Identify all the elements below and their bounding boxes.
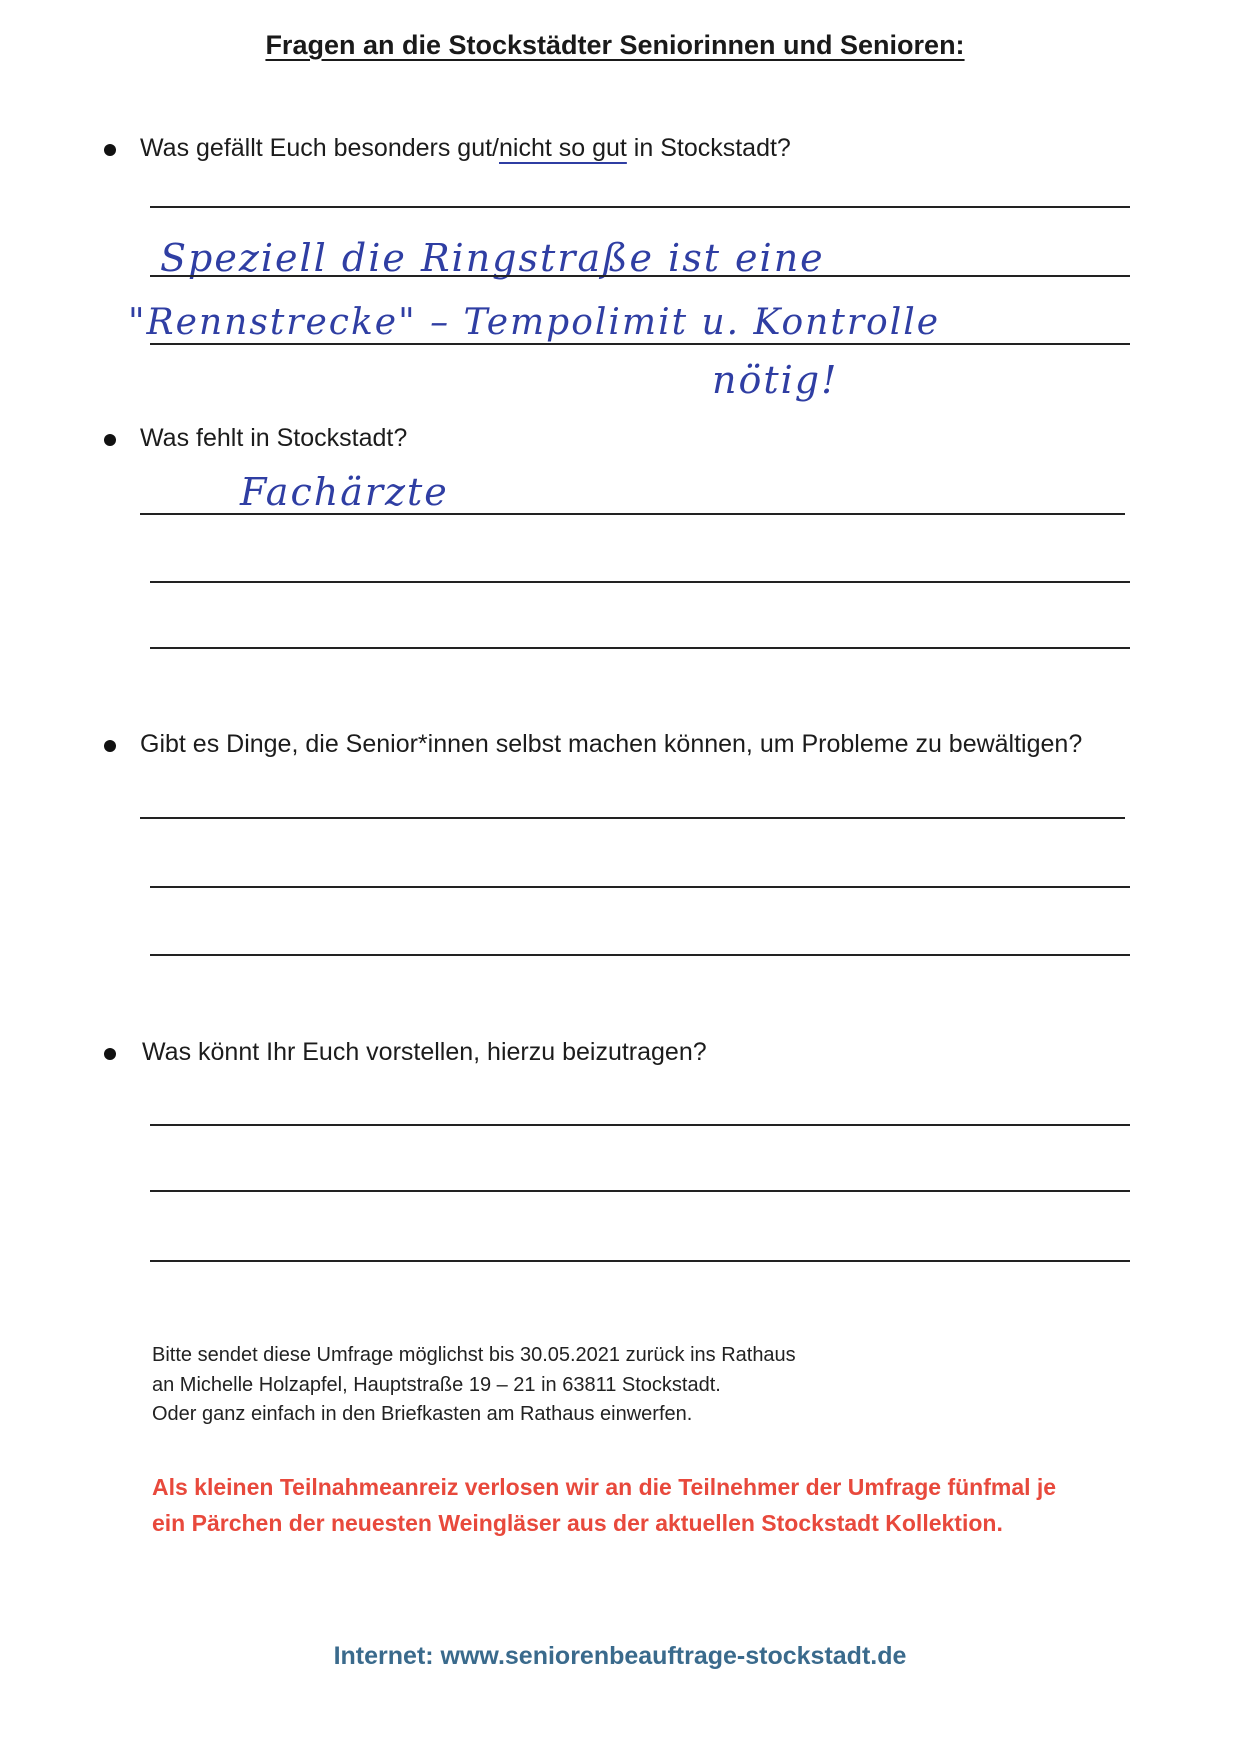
answer-line [150,647,1130,649]
promo-line-1: Als kleinen Teilnahmeanreiz verlosen wir an die Teilnehmer der Umfrage fünfmal je [152,1474,1057,1500]
page-title: Fragen an die Stockstädter Seniorinnen und Senioren: [265,30,965,60]
question-3: Gibt es Dinge, die Senior*innen selbst machen können, um Probleme zu bewältigen? [140,730,1083,758]
answer-line [140,513,1125,515]
answer-line [150,1260,1130,1262]
handwritten-answer-1b: "Rennstrecke" – Tempolimit u. Kontrolle [128,302,941,343]
instructions-line-1: Bitte sendet diese Umfrage möglichst bis 30.05.2021 zurück ins Rathaus [152,1344,796,1366]
answer-line [150,343,1130,345]
instructions-line-3: Oder ganz einfach in den Briefkasten am Rathaus einwerfen. [152,1403,693,1425]
bullet-2 [104,434,116,446]
question-1-part-a: Was gefällt Euch besonders gut/ [140,134,499,162]
promo-line-2: ein Pärchen der neuesten Weingläser aus der aktuellen Stockstadt Kollektion. [152,1510,1003,1536]
handwritten-answer-1a: Speziell die Ringstraße ist eine [160,236,825,280]
question-1-emphasis: nicht so gut [499,134,627,162]
answer-line [150,206,1130,208]
handwritten-answer-2: Fachärzte [240,470,449,514]
handwritten-answer-1c: nötig! [712,358,839,402]
instructions-line-2: an Michelle Holzapfel, Hauptstraße 19 – 21 in 63811 Stockstadt. [152,1374,721,1396]
question-1-part-b: in Stockstadt? [626,134,791,162]
answer-line [140,817,1125,819]
answer-line [150,954,1130,956]
website-link[interactable]: Internet: www.seniorenbeauftrage-stockstadt.de [333,1642,907,1670]
question-2: Was fehlt in Stockstadt? [140,424,408,452]
answer-line [150,1124,1130,1126]
answer-line [150,886,1130,888]
answer-line [150,581,1130,583]
question-1 [140,134,791,163]
bullet-4 [104,1048,116,1060]
question-4: Was könnt Ihr Euch vorstellen, hierzu beizutragen? [142,1038,707,1066]
bullet-1 [104,144,116,156]
answer-line [150,275,1130,277]
bullet-3 [104,740,116,752]
answer-line [150,1190,1130,1192]
